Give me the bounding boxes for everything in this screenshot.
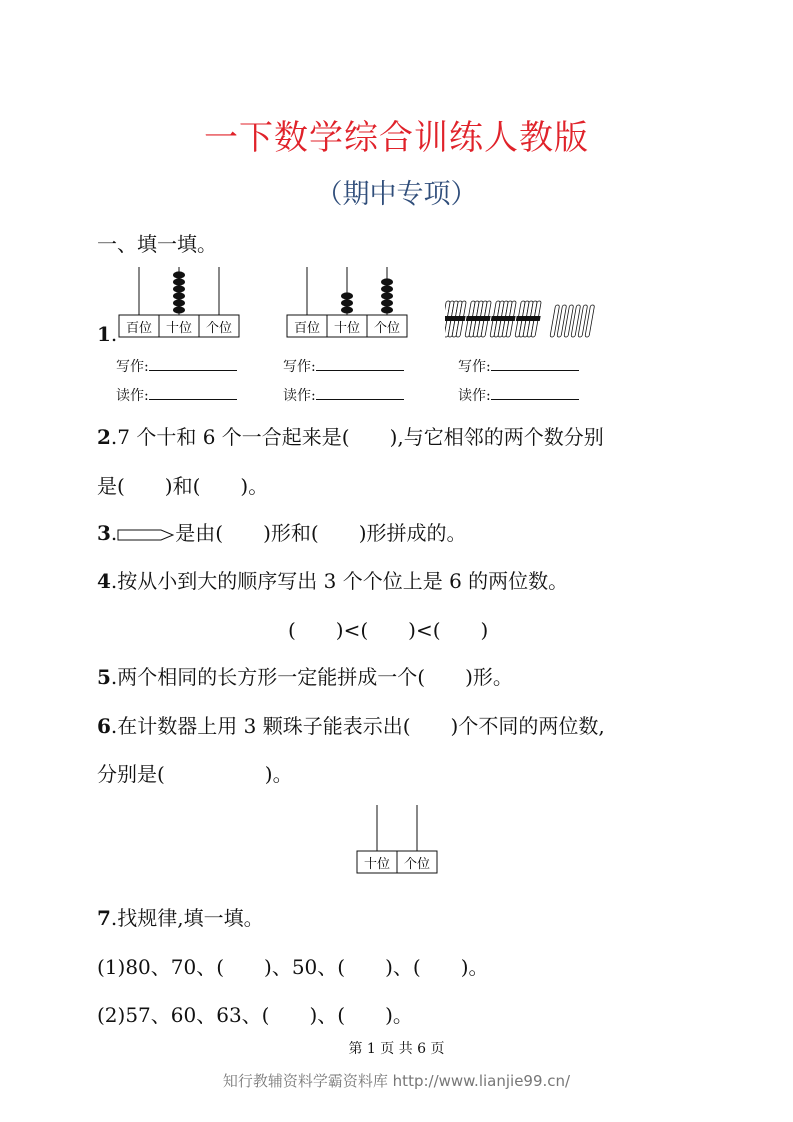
abacus-b-bead-tens <box>341 299 353 306</box>
abacus-a-bead-tens <box>173 271 185 278</box>
q1c-write: 写作: <box>458 356 579 376</box>
abacus-b-label-ones: 个位 <box>373 321 401 336</box>
q2-line2: 是( )和( )。 <box>97 474 269 498</box>
abacus-b-bead-ones <box>381 299 393 306</box>
abacus-b-bead-ones <box>381 292 393 299</box>
q6-abacus-figure <box>355 803 439 877</box>
abacus-b-label-tens: 十位 <box>333 321 361 336</box>
q7-part1: (1)80、70、( )、50、( )、( )。 <box>97 955 489 979</box>
q5-line: 5.两个相同的长方形一定能拼成一个( )形。 <box>97 665 513 689</box>
abacus-a-label-ones: 个位 <box>205 321 233 336</box>
q2-line1: 2.7 个十和 6 个一合起来是( ),与它相邻的两个数分别 <box>97 425 604 449</box>
q1b-write: 写作: <box>283 356 404 376</box>
abacus-b-label-hundreds: 百位 <box>293 321 321 336</box>
q7-part2: (2)57、60、63、( )、( )。 <box>97 1003 413 1027</box>
q1a-write: 写作: <box>116 356 237 376</box>
q6-line1: 6.在计数器上用 3 颗珠子能表示出( )个不同的两位数, <box>97 714 605 738</box>
abacus-a-bead-tens <box>173 285 185 292</box>
q3-line: 3. 是由( )形和( )形拼成的。 <box>97 521 467 545</box>
abacus-a-bead-tens <box>173 292 185 299</box>
stick-bundle <box>445 301 466 337</box>
abacus-b-figure <box>285 265 410 345</box>
abacus-a-bead-tens <box>173 306 185 313</box>
abacus-b-bead-tens <box>341 292 353 299</box>
q4-line: 4.按从小到大的顺序写出 3 个个位上是 6 的两位数。 <box>97 569 569 593</box>
stick-bundle <box>490 301 516 337</box>
abacus-b-bead-ones <box>381 285 393 292</box>
watermark-text: 知行教辅资料学霸资料库 http://www.lianjie99.cn/ <box>222 1072 571 1090</box>
q6-abacus-label-tens: 十位 <box>363 857 391 872</box>
q7-line: 7.找规律,填一填。 <box>97 906 264 930</box>
abacus-b-bead-ones <box>381 278 393 285</box>
section-heading: 一、填一填。 <box>97 232 217 256</box>
abacus-a-label-hundreds: 百位 <box>125 321 153 336</box>
abacus-b-bead-tens <box>341 306 353 313</box>
abacus-b-bead-ones <box>381 306 393 313</box>
q1-number: 1. <box>97 322 118 346</box>
abacus-a-figure <box>117 265 242 345</box>
page-number: 第 1 页 共 6 页 <box>348 1041 445 1057</box>
q6-abacus-label-ones: 个位 <box>403 857 431 872</box>
sticks-figure <box>445 297 605 345</box>
abacus-a-bead-tens <box>173 299 185 306</box>
q1c-read: 读作: <box>458 385 579 405</box>
pencil-shape-icon <box>117 527 175 543</box>
abacus-a-label-tens: 十位 <box>165 321 193 336</box>
q4-blanks: ( )<( )<( ) <box>288 618 489 642</box>
q1b-read: 读作: <box>283 385 404 405</box>
q6-line2: 分别是( )。 <box>97 762 293 786</box>
document-title: 一下数学综合训练人教版 <box>204 118 589 158</box>
q1a-read: 读作: <box>116 385 237 405</box>
stick-bundle <box>465 301 491 337</box>
stick-bundle <box>515 301 541 337</box>
document-subtitle: （期中专项） <box>315 179 478 210</box>
abacus-a-bead-tens <box>173 278 185 285</box>
